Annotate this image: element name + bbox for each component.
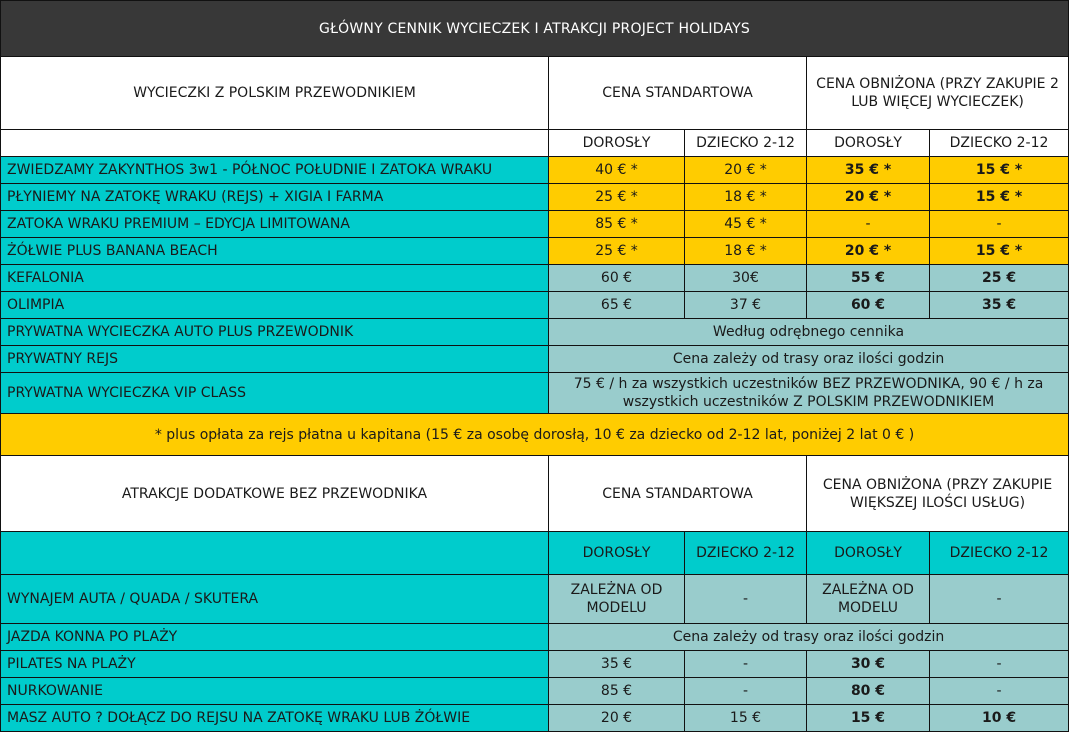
- price-cell: 35 €: [930, 292, 1069, 319]
- section2-blank-cell: [1, 532, 549, 575]
- price-cell: -: [930, 651, 1069, 678]
- price-cell: 60 €: [807, 292, 930, 319]
- attraction-name: MASZ AUTO ? DOŁĄCZ DO REJSU NA ZATOKĘ WRAKU LUB ŻÓŁWIE: [1, 705, 549, 732]
- price-cell: 20 € *: [685, 157, 807, 184]
- section1-standard-header: CENA STANDARTOWA: [549, 57, 807, 130]
- price-cell: 80 €: [807, 678, 930, 705]
- table-row: [1, 678, 1069, 705]
- price-cell: 55 €: [807, 265, 930, 292]
- section1-heading: WYCIECZKI Z POLSKIM PRZEWODNIKIEM: [1, 57, 549, 130]
- price-cell: 15 €: [807, 705, 930, 732]
- table-row: [1, 238, 1069, 265]
- tour-name: ZWIEDZAMY ZAKYNTHOS 3w1 - PÓŁNOC POŁUDNIE I ZATOKA WRAKU: [1, 157, 549, 184]
- price-cell: -: [930, 678, 1069, 705]
- col-adult-discount: DOROSŁY: [807, 532, 930, 575]
- table-row: [1, 292, 1069, 319]
- section2-discount-header: CENA OBNIŻONA (PRZY ZAKUPIE WIĘKSZEJ ILOŚCI USŁUG): [807, 456, 1069, 532]
- ferry-fee-note: * plus opłata za rejs płatna u kapitana (15 € za osobę dorosłą, 10 € za dziecko od 2-12 lat, poniżej 2 lat 0 € ): [1, 414, 1069, 456]
- tour-name: OLIMPIA: [1, 292, 549, 319]
- price-cell: 20 €: [549, 705, 685, 732]
- price-cell: ZALEŻNA OD MODELU: [549, 575, 685, 624]
- tour-name: ŻÓŁWIE PLUS BANANA BEACH: [1, 238, 549, 265]
- tour-name: PŁYNIEMY NA ZATOKĘ WRAKU (REJS) + XIGIA I FARMA: [1, 184, 549, 211]
- price-cell: -: [807, 211, 930, 238]
- tour-name: PRYWATNA WYCIECZKA AUTO PLUS PRZEWODNIK: [1, 319, 549, 346]
- col-adult-discount: DOROSŁY: [807, 130, 930, 157]
- table-row: [1, 157, 1069, 184]
- attraction-name: WYNAJEM AUTA / QUADA / SKUTERA: [1, 575, 549, 624]
- price-cell: 45 € *: [685, 211, 807, 238]
- price-cell: 15 € *: [930, 184, 1069, 211]
- price-cell: 20 € *: [807, 238, 930, 265]
- price-cell: 30 €: [807, 651, 930, 678]
- price-cell: -: [930, 211, 1069, 238]
- col-child: DZIECKO 2-12: [685, 532, 807, 575]
- price-cell: -: [685, 575, 807, 624]
- attraction-name: PILATES NA PLAŻY: [1, 651, 549, 678]
- price-cell: -: [685, 651, 807, 678]
- price-cell: 18 € *: [685, 184, 807, 211]
- price-note-cell: Według odrębnego cennika: [549, 319, 1069, 346]
- table-row: [1, 265, 1069, 292]
- section2-standard-header: CENA STANDARTOWA: [549, 456, 807, 532]
- price-cell: 15 €: [685, 705, 807, 732]
- price-cell: 15 € *: [930, 238, 1069, 265]
- price-cell: 30€: [685, 265, 807, 292]
- section2-heading: ATRAKCJE DODATKOWE BEZ PRZEWODNIKA: [1, 456, 549, 532]
- price-cell: 65 €: [549, 292, 685, 319]
- price-cell: 25 € *: [549, 238, 685, 265]
- col-adult: DOROSŁY: [549, 130, 685, 157]
- price-cell: -: [685, 678, 807, 705]
- price-cell: 10 €: [930, 705, 1069, 732]
- table-row: [1, 346, 1069, 373]
- price-cell: 85 €: [549, 678, 685, 705]
- col-child-discount: DZIECKO 2-12: [930, 532, 1069, 575]
- price-cell: 85 € *: [549, 211, 685, 238]
- price-cell: 37 €: [685, 292, 807, 319]
- table-row: [1, 705, 1069, 732]
- col-adult: DOROSŁY: [549, 532, 685, 575]
- price-note-cell: Cena zależy od trasy oraz ilości godzin: [549, 346, 1069, 373]
- price-cell: -: [930, 575, 1069, 624]
- tour-name: ZATOKA WRAKU PREMIUM – EDYCJA LIMITOWANA: [1, 211, 549, 238]
- tour-name: PRYWATNY REJS: [1, 346, 549, 373]
- price-cell: 25 €: [930, 265, 1069, 292]
- table-row: [1, 624, 1069, 651]
- attraction-name: JAZDA KONNA PO PLAŻY: [1, 624, 549, 651]
- table-row: [1, 651, 1069, 678]
- price-cell: ZALEŻNA OD MODELU: [807, 575, 930, 624]
- col-child: DZIECKO 2-12: [685, 130, 807, 157]
- table-row: [1, 319, 1069, 346]
- table-row: [1, 184, 1069, 211]
- table-row: [1, 373, 1069, 414]
- tour-name: KEFALONIA: [1, 265, 549, 292]
- attraction-name: NURKOWANIE: [1, 678, 549, 705]
- section1-blank-cell: [1, 130, 549, 157]
- price-note-cell: Cena zależy od trasy oraz ilości godzin: [549, 624, 1069, 651]
- price-cell: 35 €: [549, 651, 685, 678]
- page-title: GŁÓWNY CENNIK WYCIECZEK I ATRAKCJI PROJECT HOLIDAYS: [1, 1, 1069, 57]
- price-cell: 15 € *: [930, 157, 1069, 184]
- price-cell: 20 € *: [807, 184, 930, 211]
- price-cell: 35 € *: [807, 157, 930, 184]
- tour-name: PRYWATNA WYCIECZKA VIP CLASS: [1, 373, 549, 414]
- table-row: [1, 575, 1069, 624]
- section1-discount-header: CENA OBNIŻONA (PRZY ZAKUPIE 2 LUB WIĘCEJ WYCIECZEK): [807, 57, 1069, 130]
- table-row: [1, 211, 1069, 238]
- price-cell: 25 € *: [549, 184, 685, 211]
- price-cell: 18 € *: [685, 238, 807, 265]
- col-child-discount: DZIECKO 2-12: [930, 130, 1069, 157]
- price-cell: 60 €: [549, 265, 685, 292]
- price-cell: 40 € *: [549, 157, 685, 184]
- price-note-cell: 75 € / h za wszystkich uczestników BEZ PRZEWODNIKA, 90 € / h za wszystkich uczestników Z POLSKIM PRZEWODNIKIEM: [549, 373, 1069, 414]
